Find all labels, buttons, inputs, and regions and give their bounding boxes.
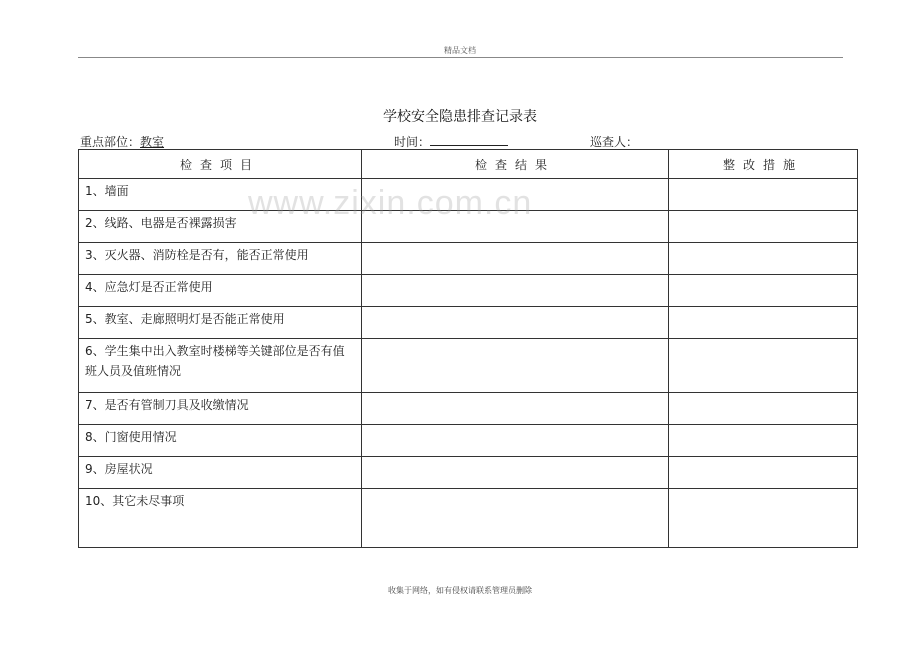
result-cell[interactable] (362, 425, 669, 457)
result-cell[interactable] (362, 339, 669, 393)
measures-cell[interactable] (669, 457, 858, 489)
time-field (394, 133, 508, 150)
document-title: 学校安全隐患排查记录表 (383, 109, 537, 125)
result-cell[interactable] (362, 307, 669, 339)
table-row (79, 393, 858, 425)
result-cell[interactable] (362, 275, 669, 307)
measures-cell[interactable] (669, 489, 858, 548)
column-header-item: 检查项目 (79, 150, 362, 179)
item-cell: 2、线路、电器是否裸露损害 (79, 211, 362, 243)
result-cell[interactable] (362, 489, 669, 548)
inspector-label: 巡查人： (590, 135, 639, 149)
measures-cell[interactable] (669, 179, 858, 211)
measures-cell[interactable] (669, 425, 858, 457)
header-divider (78, 57, 843, 58)
page-footer-text: 收集于网络，如有侵权请联系管理员删除 (388, 586, 532, 595)
item-cell: 10、其它未尽事项 (79, 489, 362, 548)
item-cell: 8、门窗使用情况 (79, 425, 362, 457)
table-row (79, 275, 858, 307)
table-row (79, 243, 858, 275)
table-header-row (79, 150, 858, 179)
item-cell: 3、灭火器、消防栓是否有，能否正常使用 (79, 243, 362, 275)
result-cell[interactable] (362, 243, 669, 275)
item-cell: 6、学生集中出入教室时楼梯等关键部位是否有值班人员及值班情况 (79, 339, 362, 393)
table-row (79, 307, 858, 339)
table-row (79, 425, 858, 457)
item-cell: 9、房屋状况 (79, 457, 362, 489)
item-cell: 7、是否有管制刀具及收缴情况 (79, 393, 362, 425)
measures-cell[interactable] (669, 393, 858, 425)
item-cell: 4、应急灯是否正常使用 (79, 275, 362, 307)
item-cell: 5、教室、走廊照明灯是否能正常使用 (79, 307, 362, 339)
measures-cell[interactable] (669, 243, 858, 275)
measures-cell[interactable] (669, 339, 858, 393)
measures-cell[interactable] (669, 307, 858, 339)
location-value: 教室 (140, 135, 165, 149)
measures-cell[interactable] (669, 275, 858, 307)
table-row (79, 457, 858, 489)
time-blank-line (430, 135, 508, 146)
result-cell[interactable] (362, 393, 669, 425)
table-row (79, 339, 858, 393)
table-row (79, 489, 858, 548)
column-header-measures: 整改措施 (669, 150, 858, 179)
measures-cell[interactable] (669, 211, 858, 243)
time-label: 时间： (394, 135, 431, 149)
location-label: 重点部位： (80, 135, 141, 149)
inspector-field (590, 133, 638, 150)
result-cell[interactable] (362, 457, 669, 489)
item-cell: 1、墙面 (79, 179, 362, 211)
location-field (80, 133, 164, 150)
column-header-result: 检查结果 (362, 150, 669, 179)
page-header-text: 精品文档 (444, 46, 476, 55)
watermark-text: www.zixin.com.cn (248, 184, 533, 222)
